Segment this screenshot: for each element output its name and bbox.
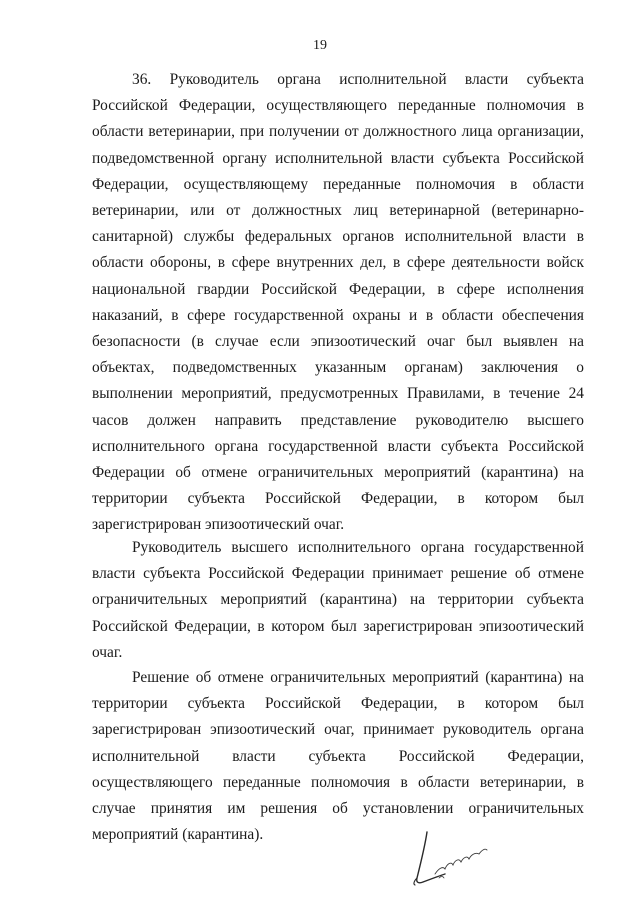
page-number: 19 (313, 38, 327, 53)
paragraph-36: 36. Руководитель органа исполнительной власти субъекта Российской Федерации, осуществляющего переданные полномочия в области ветеринарии, при получении от должностного лица организации, подведомственной органу исполнительной власти субъекта Российской Федерации, осуществляющему переданные полномочия в области ветеринарии, или от должностных лиц ветеринарной (ветеринарно-санитарной) службы федеральных органов исполнительной власти в области обороны, в сфере внутренних дел, в сфере деятельности войск национальной гвардии Российской Федерации, в сфере исполнения наказаний, в сфере государственной охраны и в области обеспечения безопасности (в случае если эпизоотический очаг был выявлен на объектах, подведомственных указанным органам) заключения о выполнении мероприятий, предусмотренных Правилами, в течение 24 часов должен направить представление руководителю высшего исполнительного органа государственной власти субъекта Российской Федерации об отмене ограничительных мероприятий (карантина) на территории субъекта Российской Федерации, в котором был зарегистрирован эпизоотический очаг. (92, 71, 584, 534)
handwritten-signature (405, 828, 495, 890)
paragraph-executive-decision: Решение об отмене ограничительных мероприятий (карантина) на территории субъекта Российской Федерации, в котором был зарегистрирован эпизоотический очаг, принимает руководитель органа исполнительной власти субъекта Российской Федерации, осуществляющего переданные полномочия в области ветеринарии, в случае принятия им решения об установлении ограничительных мероприятий (карантина). (92, 669, 584, 844)
paragraph-governor-decision: Руководитель высшего исполнительного органа государственной власти субъекта Российской Федерации принимает решение об отмене ограничительных мероприятий (карантина) на территории субъекта Российской Федерации, в котором был зарегистрирован эпизоотический очаг. (92, 539, 584, 661)
